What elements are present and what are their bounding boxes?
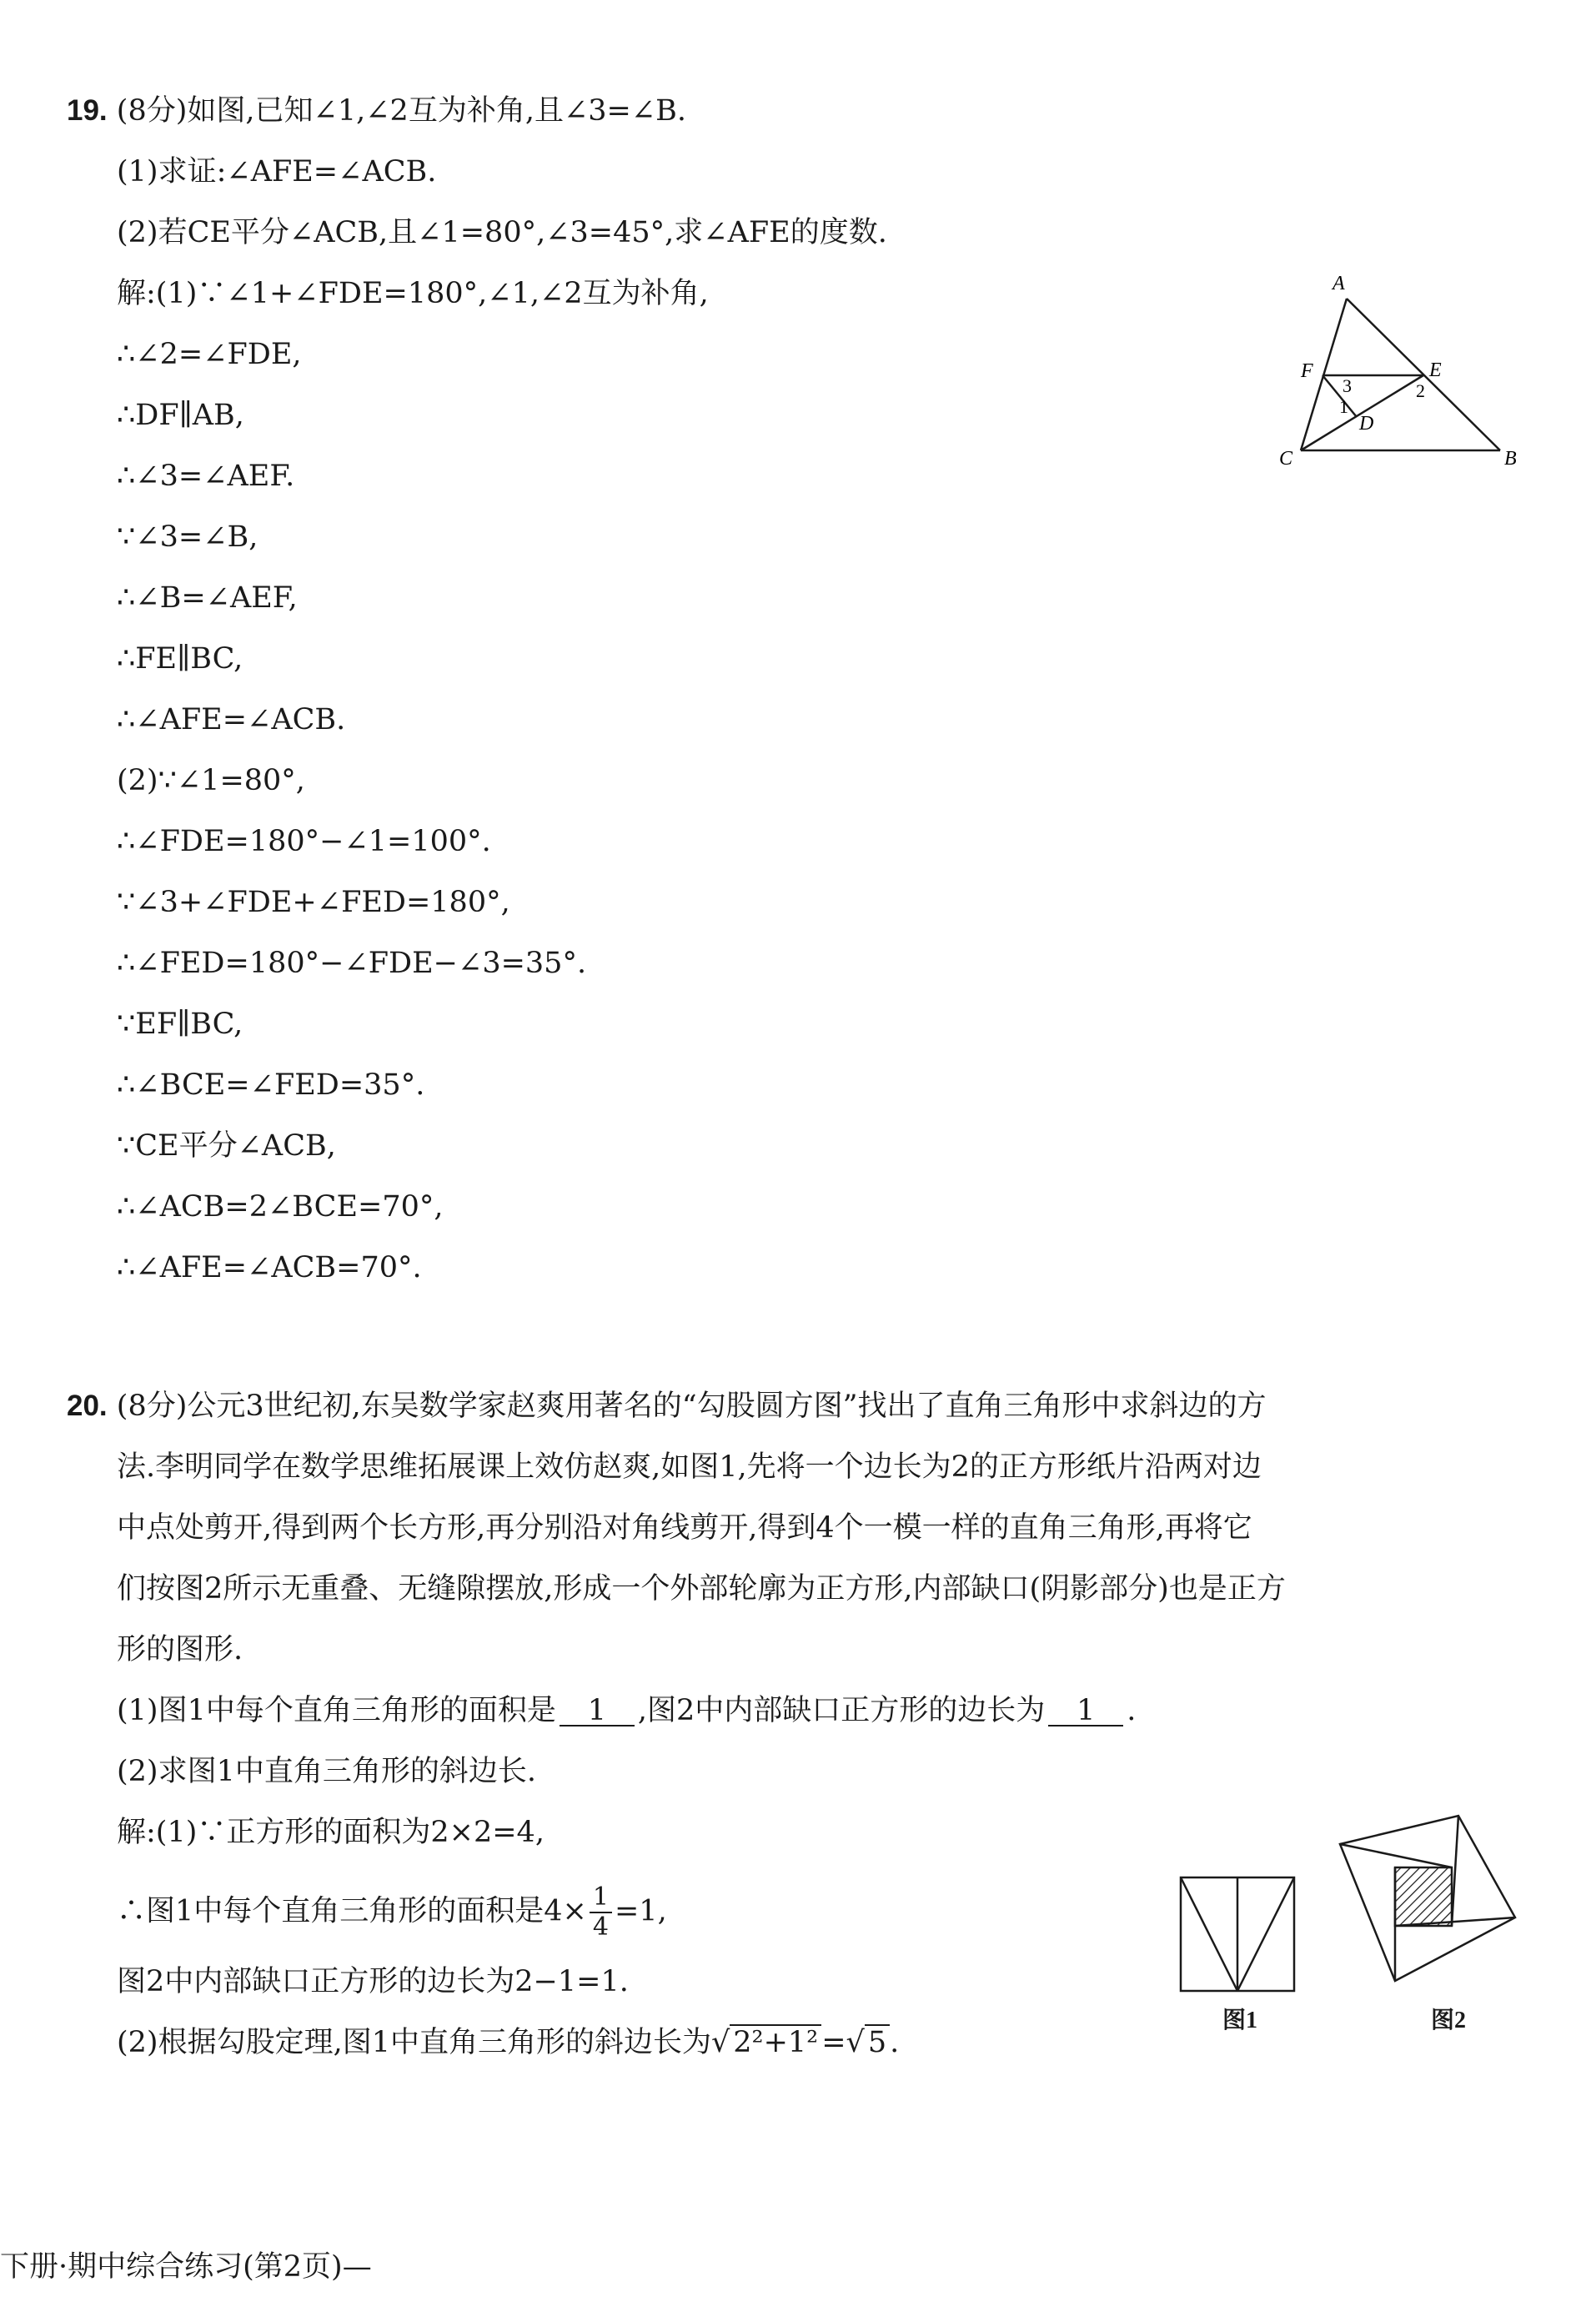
point-f-label: F bbox=[1301, 360, 1313, 382]
q20-sol-text: (2)根据勾股定理,图1中直角三角形的斜边长为√ bbox=[117, 2026, 730, 2059]
q19-sol-line: ∵EF∥BC, bbox=[117, 1008, 243, 1041]
answer-blank-1: 1 bbox=[560, 1696, 635, 1726]
q20-solution-line bbox=[117, 2024, 899, 2061]
q20-sol-text: . bbox=[890, 2026, 900, 2059]
q20-solution-line: 图2中内部缺口正方形的边长为2−1=1. bbox=[117, 1965, 629, 1998]
page-footer: 下册·期中综合练习(第2页)— bbox=[0, 2250, 372, 2284]
q20-part1-text: . bbox=[1127, 1694, 1137, 1727]
q19-sol-line: ∴∠AFE=∠ACB. bbox=[117, 703, 346, 736]
q20-stem-line: 们按图2所示无重叠、无缝隙摆放,形成一个外部轮廓为正方形,内部缺口(阴影部分)也是正方 bbox=[117, 1572, 1286, 1606]
q20-sol-text: ∴图1中每个直角三角形的面积是4× bbox=[117, 1894, 587, 1928]
figure-2-label: 图2 bbox=[1431, 2008, 1467, 2033]
q19-stem: (8分)如图,已知∠1,∠2互为补角,且∠3=∠B. bbox=[116, 94, 687, 128]
q20-solution-line: 解:(1)∵正方形的面积为2×2=4, bbox=[117, 1816, 545, 1849]
figure-1-label: 图1 bbox=[1222, 2008, 1258, 2033]
q19-part2: (2)若CE平分∠ACB,且∠1=80°,∠3=45°,求∠AFE的度数. bbox=[117, 216, 887, 249]
q19-number: 19. bbox=[67, 94, 108, 127]
q19-triangle-figure bbox=[1267, 271, 1534, 471]
q20-stem-text: (8分)公元3世纪初,东吴数学家赵爽用著名的“勾股圆方图”找出了直角三角形中求斜边的方 bbox=[116, 1390, 1267, 1423]
q19-sol-line: 解:(1)∵∠1+∠FDE=180°,∠1,∠2互为补角, bbox=[117, 277, 709, 310]
q19-sol-line: ∴∠AFE=∠ACB=70°. bbox=[117, 1251, 422, 1284]
radicand: 2²+1² bbox=[730, 2024, 821, 2059]
q20-part1-text: ,图2中内部缺口正方形的边长为 bbox=[637, 1694, 1046, 1727]
q19-part1: (1)求证:∠AFE=∠ACB. bbox=[117, 155, 437, 188]
q20-part1-text: (1)图1中每个直角三角形的面积是 bbox=[117, 1694, 556, 1727]
q19-sol-line: ∴∠FDE=180°−∠1=100°. bbox=[117, 825, 491, 858]
q19-sol-line: ∴DF∥AB, bbox=[117, 399, 244, 432]
angle-1-label: 1 bbox=[1339, 396, 1348, 417]
q20-sol-text: =√ bbox=[821, 2026, 865, 2059]
q19-sol-line: ∴∠BCE=∠FED=35°. bbox=[117, 1068, 425, 1102]
q20-solution-line bbox=[117, 1883, 667, 1942]
q20-stem-line: 法.李明同学在数学思维拓展课上效仿赵爽,如图1,先将一个边长为2的正方形纸片沿两对边 bbox=[117, 1450, 1262, 1484]
q19-sol-line: ∴∠ACB=2∠BCE=70°, bbox=[117, 1190, 444, 1224]
point-b-label: B bbox=[1504, 448, 1517, 470]
q20-part2: (2)求图1中直角三角形的斜边长. bbox=[117, 1755, 536, 1788]
figure-2-pinwheel bbox=[1330, 1806, 1526, 1998]
q19-sol-line: ∴∠B=∠AEF, bbox=[117, 581, 298, 615]
point-c-label: C bbox=[1279, 448, 1293, 470]
q19-sol-line: ∵CE平分∠ACB, bbox=[117, 1129, 336, 1163]
q19-sol-line: (2)∵∠1=80°, bbox=[117, 764, 305, 797]
point-a-label: A bbox=[1333, 273, 1345, 294]
q19-sol-line: ∴∠3=∠AEF. bbox=[117, 460, 295, 493]
q20-stem-line: 中点处剪开,得到两个长方形,再分别沿对角线剪开,得到4个一模一样的直角三角形,再将它 bbox=[117, 1511, 1252, 1545]
answer-blank-2: 1 bbox=[1048, 1696, 1123, 1726]
q19-sol-line: ∵∠3=∠B, bbox=[117, 520, 258, 554]
q19-sol-line: ∴∠FED=180°−∠FDE−∠3=35°. bbox=[117, 947, 587, 980]
angle-3-label: 3 bbox=[1343, 375, 1352, 396]
figure-1-square bbox=[1176, 1872, 1301, 1998]
point-e-label: E bbox=[1429, 359, 1442, 381]
q19-sol-line: ∵∠3+∠FDE+∠FED=180°, bbox=[117, 886, 510, 919]
fraction-denominator: 4 bbox=[592, 1912, 609, 1942]
q20-stem-line: 形的图形. bbox=[117, 1633, 243, 1666]
point-d-label: D bbox=[1359, 413, 1374, 435]
q20-stem-line bbox=[67, 1388, 1267, 1425]
radicand: 5 bbox=[865, 2024, 890, 2059]
shaded-inner-square bbox=[1395, 1867, 1452, 1926]
q19-sol-line: ∴∠2=∠FDE, bbox=[117, 338, 302, 371]
q20-number: 20. bbox=[67, 1390, 108, 1422]
q20-sol-text: =1, bbox=[614, 1894, 667, 1928]
q20-part1 bbox=[117, 1692, 1136, 1729]
fraction-numerator: 1 bbox=[590, 1883, 612, 1913]
q19-stem-line bbox=[67, 93, 686, 129]
q19-sol-line: ∴FE∥BC, bbox=[117, 642, 243, 676]
fraction-one-quarter bbox=[590, 1883, 612, 1942]
angle-2-label: 2 bbox=[1416, 380, 1425, 401]
